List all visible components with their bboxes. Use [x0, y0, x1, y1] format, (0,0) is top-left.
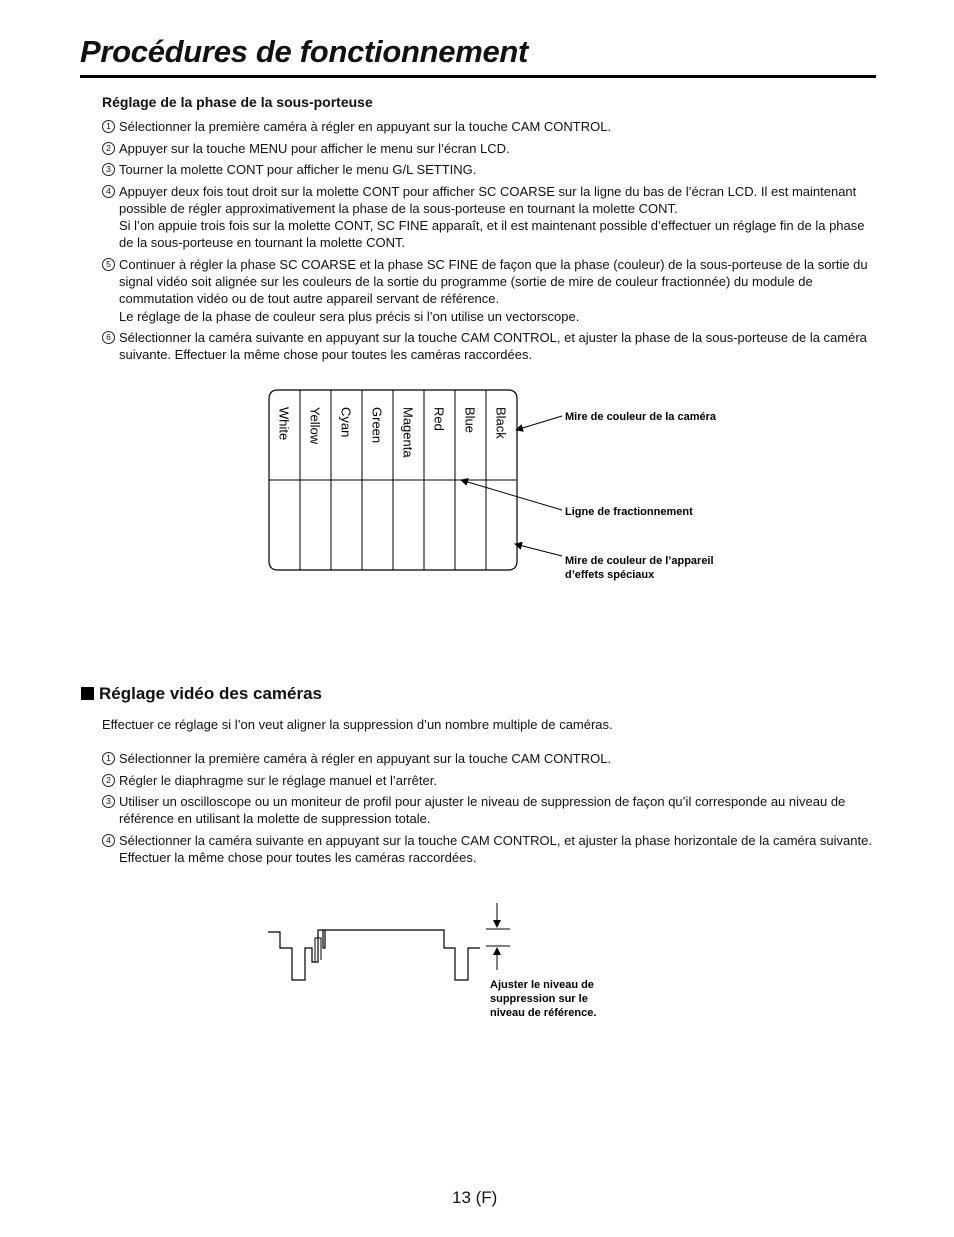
step-text: Tourner la molette CONT pour afficher le menu G/L SETTING.	[119, 162, 477, 178]
bar-label-black: Black	[493, 407, 509, 439]
step-number: 4	[102, 834, 115, 847]
waveform-trace	[268, 930, 480, 980]
label-split-line: Ligne de fractionnement	[565, 506, 693, 518]
bar-label-cyan: Cyan	[338, 407, 354, 438]
waveform-label-3: niveau de référence.	[490, 1007, 597, 1019]
step-number: 3	[102, 163, 115, 176]
step-text: Continuer à régler la phase SC COARSE et la phase SC FINE de façon que la phase (couleur) de la sous-porteuse de la sortie du signal vidéo soit alignée sur les couleurs de la sortie du programme (sortie de mire de couleur fractionnée) du module de commutation vidéo ou de tout autre appareil servant de référence.	[119, 256, 868, 307]
step-note: Si l’on appuie trois fois sur la molette CONT, SC FINE apparaît, et il est maintenant possible d’effectuer un réglage fin de la phase de la sous-porteuse en tournant la molette CONT.	[119, 218, 865, 251]
step-text: Appuyer deux fois tout droit sur la molette CONT pour afficher SC COARSE sur la ligne du bas de l’écran LCD. Il est maintenant possible de régler approximativement la phase de la sous-porteuse en tournant la molette CONT.	[119, 183, 857, 216]
bar-label-red: Red	[431, 407, 447, 431]
step-number: 3	[102, 795, 115, 808]
step-text: Sélectionner la caméra suivante en appuyant sur la touche CAM CONTROL, et ajuster la phase de la sous-porteuse de la caméra suivante. Effectuer la même chose pour toutes les caméras raccordées.	[119, 330, 867, 363]
bar-label-white: White	[276, 407, 292, 441]
step-number: 1	[102, 752, 115, 765]
step-note: Le réglage de la phase de couleur sera plus précis si l’on utilise un vectorscope.	[119, 308, 580, 324]
video-heading-text: Réglage vidéo des caméras	[99, 684, 323, 703]
label-camera-bar: Mire de couleur de la caméra	[565, 411, 717, 423]
bar-label-blue: Blue	[462, 407, 478, 434]
step-number: 2	[102, 774, 115, 787]
waveform-label-2: suppression sur le	[490, 993, 588, 1005]
step-number: 4	[102, 185, 115, 198]
step-number: 6	[102, 331, 115, 344]
bar-label-yellow: Yellow	[307, 407, 323, 445]
step-text: Appuyer sur la touche MENU pour afficher le menu sur l’écran LCD.	[119, 140, 510, 156]
label-effects-bar-2: d’effets spéciaux	[565, 569, 655, 581]
page-title: Procédures de fonctionnement	[80, 34, 529, 69]
video-intro: Effectuer ce réglage si l’on veut aligner la suppression d’un nombre multiple de caméras.	[102, 717, 613, 732]
step-text: Sélectionner la première caméra à régler en appuyant sur la touche CAM CONTROL.	[119, 751, 612, 766]
page-number: 13 (F)	[452, 1188, 498, 1207]
step-number: 5	[102, 258, 115, 271]
bar-label-green: Green	[369, 407, 385, 444]
step-text: Sélectionner la caméra suivante en appuyant sur la touche CAM CONTROL, et ajuster la phase horizontale de la caméra suivante. Effectuer la même chose pour toutes les caméras raccordées.	[119, 832, 872, 866]
label-effects-bar-1: Mire de couleur de l’appareil	[565, 555, 714, 567]
step-number: 2	[102, 142, 115, 155]
step-text: Utiliser un oscilloscope ou un moniteur de profil pour ajuster le niveau de suppression de façon qu’il corresponde au niveau de référence en utilisant la molette de suppression totale.	[119, 794, 846, 827]
bar-label-magenta: Magenta	[400, 407, 416, 458]
waveform-label-1: Ajuster le niveau de	[490, 979, 594, 991]
step-text: Sélectionner la première caméra à régler en appuyant sur la touche CAM CONTROL.	[119, 119, 612, 134]
step-number: 1	[102, 120, 115, 133]
subcarrier-heading: Réglage de la phase de la sous-porteuse	[102, 94, 373, 110]
step-text: Régler le diaphragme sur le réglage manuel et l’arrêter.	[119, 772, 437, 788]
